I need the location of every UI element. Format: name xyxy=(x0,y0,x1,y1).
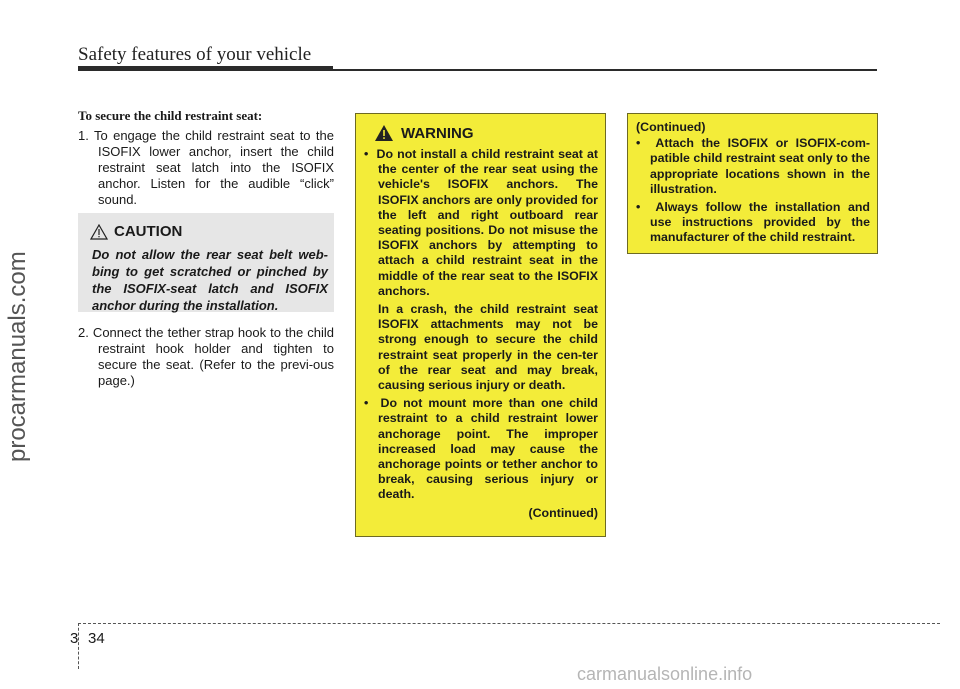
left-column xyxy=(78,108,334,208)
caution-label: CAUTION xyxy=(114,223,183,240)
warning-box xyxy=(355,113,606,537)
continued-label: (Continued) xyxy=(636,120,706,134)
warning-continued: (Continued) xyxy=(528,505,598,520)
bullet-dot: • xyxy=(636,136,656,151)
warning-label: WARNING xyxy=(401,124,474,142)
chapter-number: 3 xyxy=(70,630,79,647)
page-number: 34 xyxy=(88,630,105,647)
warning-triangle-icon xyxy=(374,124,394,142)
warning-continued-body xyxy=(636,120,870,249)
warning-bullet-2-text: Do not mount more than one child restraint to a child restraint lower anchorage point. The improper increased load may cause the anchorage points or tether anchor to break, causing serious injury or death. xyxy=(378,396,598,502)
warning-bullet-2 xyxy=(364,396,598,502)
warning2-bullet-1 xyxy=(636,136,870,197)
bullet-dot: • xyxy=(636,200,656,215)
warning-bullet-1 xyxy=(364,147,598,299)
section-title: To secure the child restraint seat: xyxy=(78,108,263,123)
warning-bullet-1-text: Do not install a child restraint seat at the center of the rear seat using the vehicle's ISOFIX anchors. The ISOFIX anchors are only provided for the left and right outboard rear seating positions. Do not misuse the ISOFIX anchors by attempting to attach a child restraint seat in the middle of the rear seat to the ISOFIX anchors. xyxy=(376,147,598,298)
warning2-bullet-1-text: Attach the ISOFIX or ISOFIX-com-patible child restraint seat only to the appropriate locations shown in the illustration. xyxy=(650,136,870,196)
header-rule-thin xyxy=(333,69,877,71)
warning-box-continued xyxy=(627,113,878,254)
step-1: 1. To engage the child restraint seat to the ISOFIX lower anchor, insert the child restraint seat latch into the ISOFIX anchor. Listen for the audible “click” sound. xyxy=(78,128,334,207)
footer-rule xyxy=(78,623,940,624)
caution-box xyxy=(78,213,334,312)
warning-bullet-1-para2: In a crash, the child restraint seat ISOFIX attachments may not be strong enough to secure the child restraint seat properly in the cen-ter of the rear seat and may break, causing serious injury or death. xyxy=(378,302,598,393)
warning-body xyxy=(364,147,598,521)
caution-text: Do not allow the rear seat belt web-bing to get scratched or pinched by the ISOFIX-seat latch and ISOFIX anchor during the installation. xyxy=(92,247,328,313)
bottom-watermark: carmanualsonline.info xyxy=(577,664,753,684)
step-2-container xyxy=(78,325,334,389)
step-2: 2. Connect the tether strap hook to the child restraint hook holder and tighten to secure the seat. (Refer to the previ-ous page.) xyxy=(78,325,334,388)
caution-header xyxy=(90,223,182,240)
warning2-bullet-2-text: Always follow the installation and use instructions provided by the manufacturer of the child restraint. xyxy=(650,200,870,245)
warning2-bullet-2 xyxy=(636,200,870,246)
warning-header xyxy=(374,124,474,142)
bullet-dot: • xyxy=(364,147,377,161)
header-title: Safety features of your vehicle xyxy=(78,44,312,65)
caution-triangle-icon xyxy=(90,224,108,240)
bullet-dot: • xyxy=(364,396,381,411)
side-watermark: procarmanuals.com xyxy=(4,251,31,462)
header-rule-thick xyxy=(78,66,333,71)
